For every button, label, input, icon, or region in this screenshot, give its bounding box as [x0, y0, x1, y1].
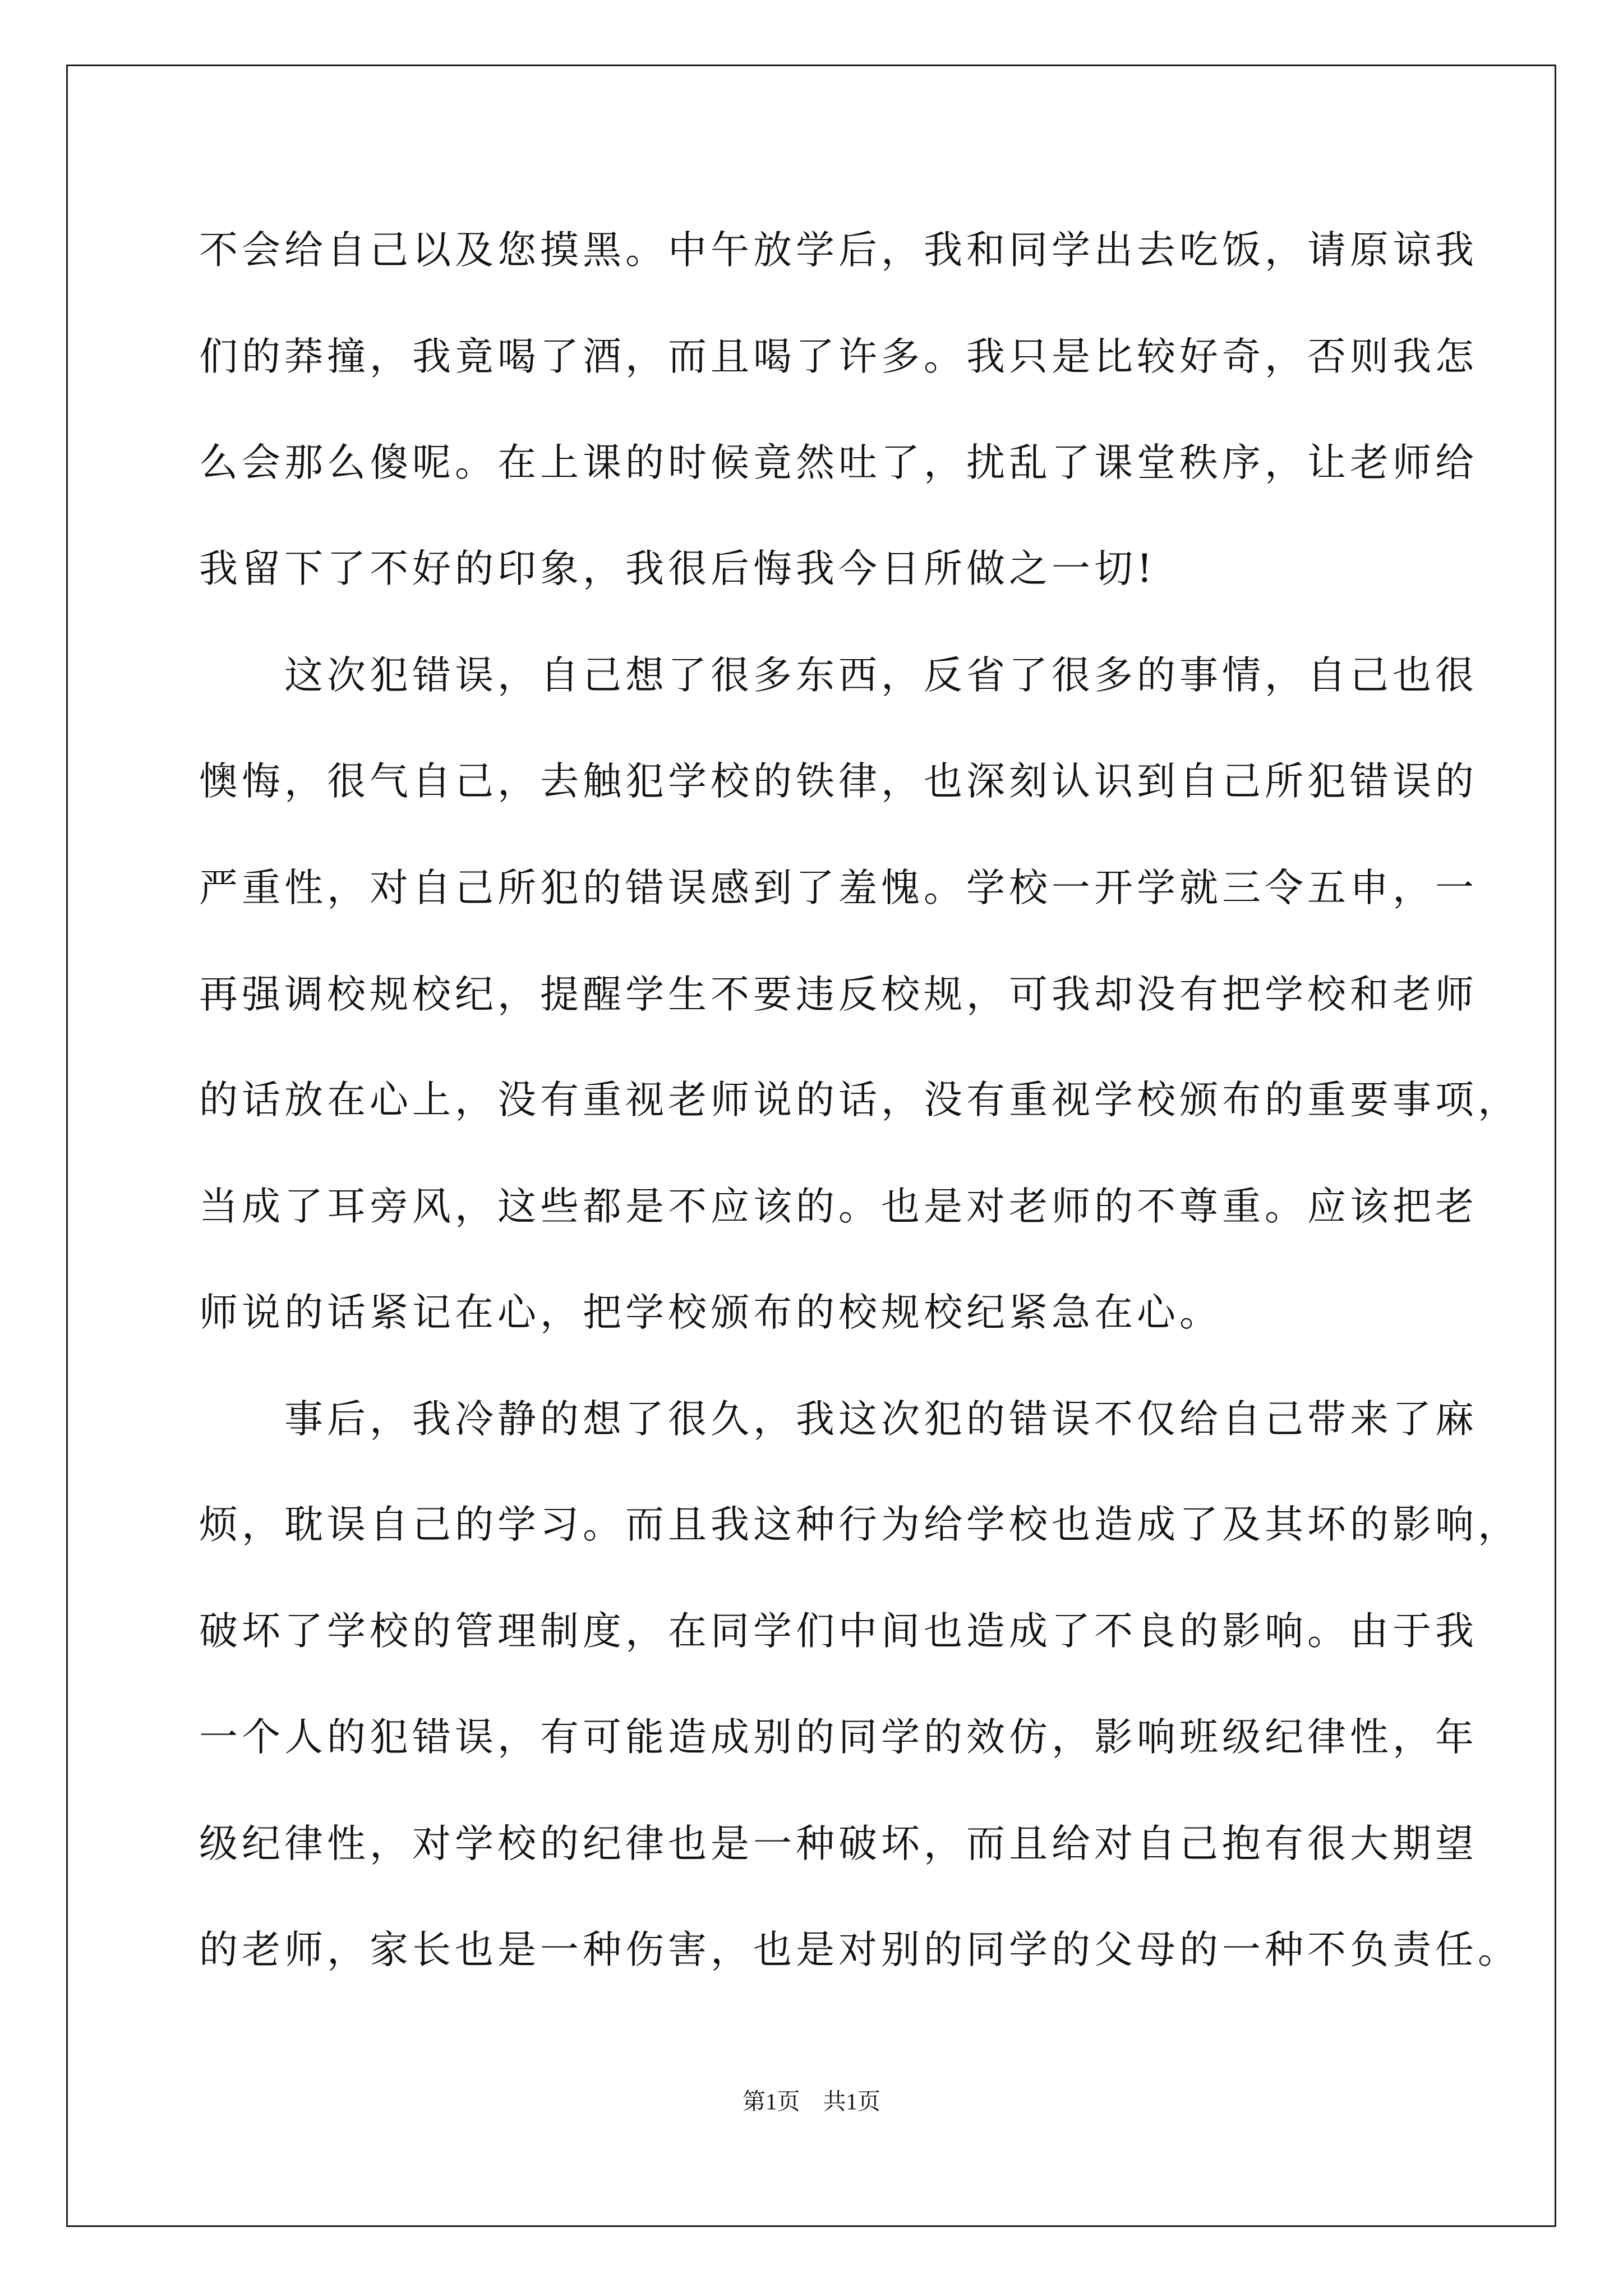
text-line: 破坏了学校的管理制度，在同学们中间也造成了不良的影响。由于我 [199, 1609, 1478, 1654]
text-line: 们的莽撞，我竟喝了酒，而且喝了许多。我只是比较好奇，否则我怎 [199, 334, 1478, 379]
text-line: 懊悔，很气自己，去触犯学校的铁律，也深刻认识到自己所犯错误的 [199, 759, 1478, 804]
paragraph-start-line: 这次犯错误，自己想了很多东西，反省了很多的事情，自己也很 [199, 653, 1478, 698]
text-line: 一个人的犯错误，有可能造成别的同学的效仿，影响班级纪律性，年 [199, 1715, 1478, 1760]
page-border [66, 65, 1556, 2227]
page-footer [0, 2086, 1623, 2117]
text-line: 严重性，对自己所犯的错误感到了羞愧。学校一开学就三令五申，一 [199, 866, 1478, 910]
text-line: 级纪律性，对学校的纪律也是一种破坏，而且给对自己抱有很大期望 [199, 1821, 1478, 1866]
text-line: 么会那么傻呢。在上课的时候竟然吐了，扰乱了课堂秩序，让老师给 [199, 440, 1478, 485]
text-line: 当成了耳旁风，这些都是不应该的。也是对老师的不尊重。应该把老 [199, 1184, 1478, 1229]
page-number-label: 第1页 共1页 [743, 2088, 880, 2114]
text-line: 的老师，家长也是一种伤害，也是对别的同学的父母的一种不负责任。 [199, 1927, 1520, 1972]
text-line: 不会给自己以及您摸黑。中午放学后，我和同学出去吃饭，请原谅我 [199, 228, 1478, 273]
text-line: 烦，耽误自己的学习。而且我这种行为给学校也造成了及其坏的影响， [199, 1502, 1520, 1547]
text-line: 的话放在心上，没有重视老师说的话，没有重视学校颁布的重要事项， [199, 1078, 1520, 1122]
text-line: 师说的话紧记在心，把学校颁布的校规校纪紧急在心。 [199, 1290, 1222, 1335]
text-line: 再强调校规校纪，提醒学生不要违反校规，可我却没有把学校和老师 [199, 972, 1478, 1017]
text-line: 我留下了不好的印象，我很后悔我今日所做之一切! [199, 546, 1156, 591]
paragraph-start-line: 事后，我冷静的想了很久，我这次犯的错误不仅给自己带来了麻 [199, 1397, 1478, 1442]
